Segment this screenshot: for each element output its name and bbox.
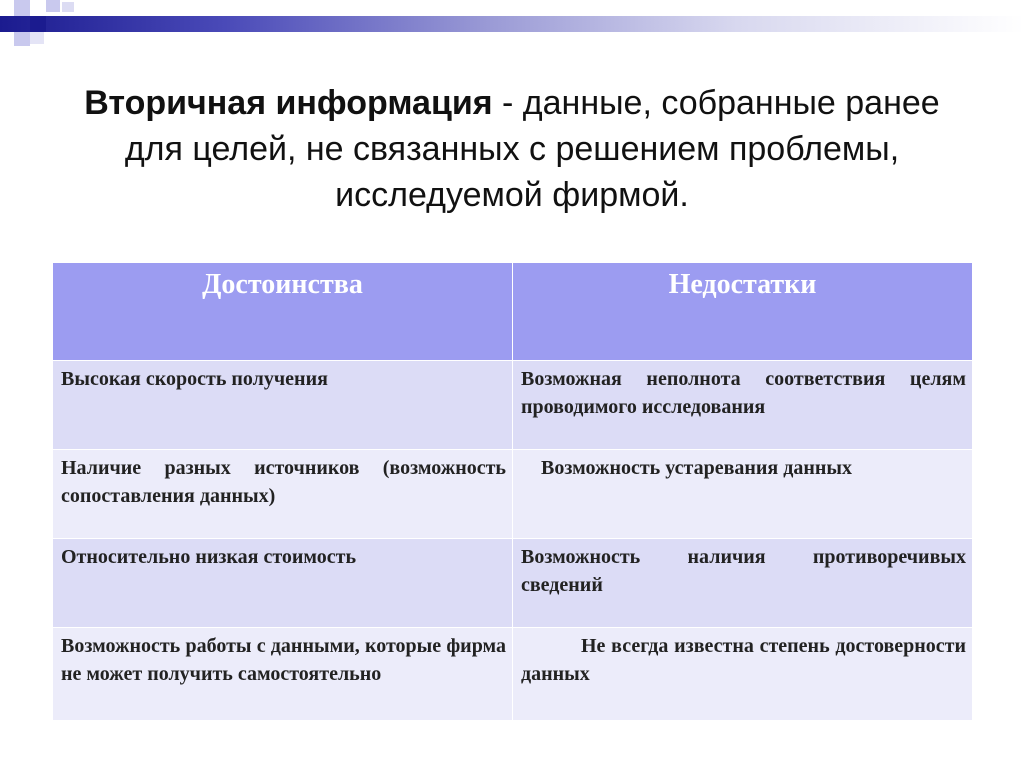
title-definition: - данные, собранные ранее для целей, не связанных с решением проблемы, исследуемой фирмой. [124,84,940,214]
decorative-square [62,2,74,12]
table-row [53,628,973,721]
header-disadvantages: Недостатки [513,263,973,361]
advantage-cell: Возможность работы с данными, которые фирма не может получить самостоятельно [53,628,513,721]
advantage-cell: Наличие разных источников (возможность сопоставления данных) [53,450,513,539]
table-header-row [53,263,973,361]
comparison-table [52,262,973,721]
decorative-square [46,0,60,12]
advantage-cell: Относительно низкая стоимость [53,539,513,628]
table-row [53,361,973,450]
decorative-square [14,0,30,16]
decorative-square [14,32,30,46]
decorative-header-band [0,16,1024,32]
slide-title [60,80,964,218]
title-term: Вторичная информация [84,84,493,122]
header-advantages: Достоинства [53,263,513,361]
table-row [53,539,973,628]
disadvantage-cell: Возможная неполнота соответствия целям проводимого исследования [513,361,973,450]
disadvantage-cell: Не всегда известна степень достоверности данных [513,628,973,721]
decorative-square [30,32,44,44]
disadvantage-cell: Возможность наличия противоречивых сведений [513,539,973,628]
table-row [53,450,973,539]
disadvantage-cell: Возможность устаревания данных [513,450,973,539]
advantage-cell: Высокая скорость получения [53,361,513,450]
decorative-square [30,16,46,32]
